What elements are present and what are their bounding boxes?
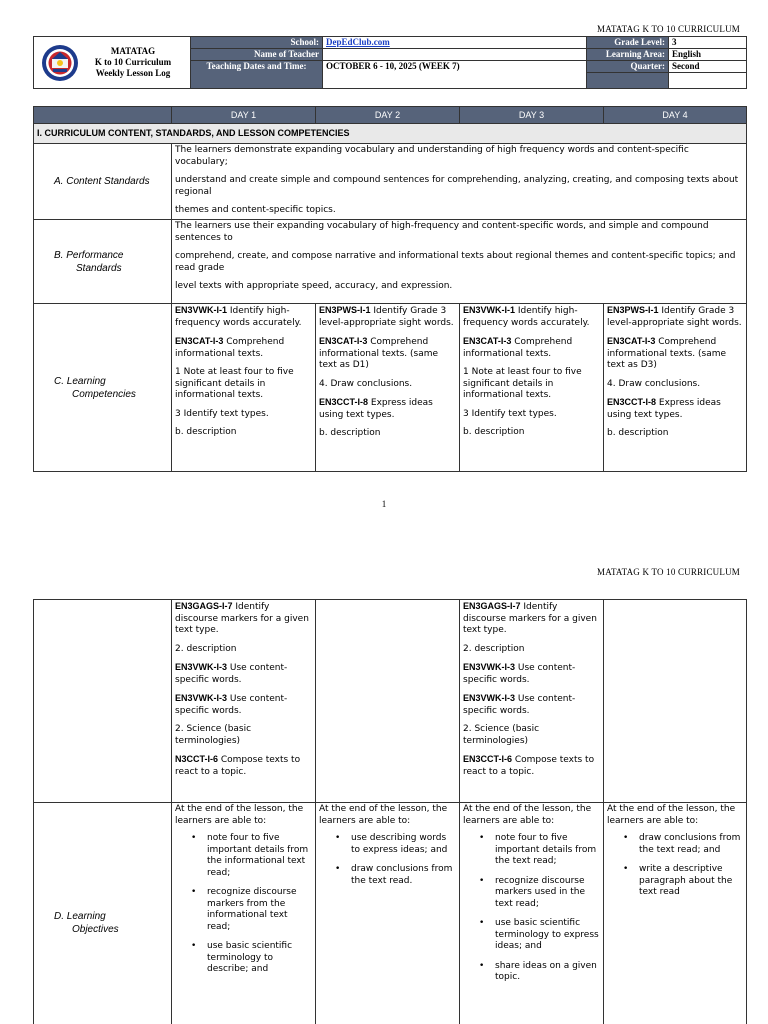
day-header-1: DAY 1 — [172, 107, 316, 124]
competency-text: Identify high-frequency words accurately. — [463, 306, 590, 328]
competency-item — [319, 305, 456, 329]
competency-code: EN3VWK-I-1 — [175, 305, 228, 315]
competency-code: EN3CAT-I-3 — [175, 336, 224, 346]
objectives-day-3 — [460, 803, 604, 1024]
competency-code: EN3VWK-I-3 — [175, 662, 228, 672]
day-header-3: DAY 3 — [460, 107, 604, 124]
day-header-2: DAY 2 — [316, 107, 460, 124]
objectives-intro: At the end of the lesson, the learners are able to: — [319, 804, 448, 826]
competency-text: Comprehend informational texts. (same text as D1) — [319, 337, 439, 370]
competency-item — [607, 336, 743, 372]
competency-text: b. description — [319, 428, 381, 438]
performance-standards-para: The learners use their expanding vocabulary of high-frequency and content-specific words, and simple and compound sentences to — [175, 221, 709, 243]
learning-competencies-label — [34, 304, 172, 472]
competency-item — [463, 367, 600, 402]
dates-value: OCTOBER 6 - 10, 2025 (WEEK 7) — [323, 61, 587, 89]
competency-code: EN3GAGS-I-7 — [463, 601, 521, 611]
competency-text: Comprehend informational texts. (same text as D3) — [607, 337, 727, 370]
performance-standards-para: level texts with appropriate speed, accuracy, and expression. — [175, 281, 453, 291]
objective-item: • note four to five important details from the text read; — [463, 833, 600, 868]
competency-text: 3 Identify text types. — [463, 408, 557, 419]
competency-code: EN3CAT-I-3 — [319, 336, 368, 346]
competency-text: 3 Identify text types. — [175, 408, 269, 419]
objectives-list — [607, 833, 743, 899]
competency-code: EN3VWK-I-1 — [463, 305, 516, 315]
competencies-cont-day-2 — [316, 600, 460, 803]
competency-item — [607, 379, 743, 391]
competency-item — [463, 644, 600, 656]
competency-item — [463, 336, 600, 360]
teacher-value — [323, 49, 587, 61]
competency-item — [463, 724, 600, 747]
competency-code: EN3VWK-I-3 — [463, 662, 516, 672]
competency-item — [463, 409, 600, 421]
competency-text: Express ideas using text types. — [319, 398, 433, 420]
lesson-log-header — [33, 36, 747, 89]
objectives-intro: At the end of the lesson, the learners are able to: — [175, 804, 304, 826]
competency-text: 2. description — [175, 643, 237, 654]
objectives-list — [463, 833, 600, 984]
competency-item — [175, 409, 312, 421]
objectives-list — [319, 833, 456, 887]
objectives-intro: At the end of the lesson, the learners are able to: — [607, 804, 736, 826]
competency-code: EN3PWS-I-1 — [607, 305, 659, 315]
competency-code: EN3VWK-I-3 — [175, 693, 228, 703]
curriculum-label: MATATAG K TO 10 CURRICULUM — [597, 24, 740, 34]
day-header-4: DAY 4 — [604, 107, 747, 124]
competencies-label-line-1: C. Learning — [54, 375, 106, 387]
competency-text: Identify Grade 3 level-appropriate sight words. — [319, 306, 454, 328]
competency-code: EN3CAT-I-3 — [607, 336, 656, 346]
competency-item — [463, 601, 600, 637]
school-value[interactable] — [323, 37, 587, 49]
competencies-cont-label — [34, 600, 172, 803]
competency-item — [175, 336, 312, 360]
objective-item: • draw conclusions from the text read. — [319, 864, 456, 887]
performance-standards-text — [172, 220, 747, 304]
performance-label-line-2: Standards — [76, 262, 122, 274]
competency-code: EN3CCT-I-8 — [319, 397, 369, 407]
competency-text: 2. description — [463, 643, 525, 654]
competency-text: Use content-specific words. — [175, 694, 288, 716]
competency-item — [607, 397, 743, 421]
competency-item — [319, 336, 456, 372]
competency-text: Identify discourse markers for a given text type. — [175, 602, 309, 635]
competency-item — [175, 724, 312, 747]
objective-item: • recognize discourse markers from the informational text read; — [175, 887, 312, 933]
competencies-day-3 — [460, 304, 604, 472]
objective-item: • use basic scientific terminology to express ideas; and — [463, 918, 600, 953]
competencies-cont-day-3 — [460, 600, 604, 803]
objective-item: • share ideas on a given topic. — [463, 961, 600, 984]
competency-text: 4. Draw conclusions. — [607, 378, 701, 389]
page-number: 1 — [381, 499, 387, 509]
quarter-value-spacer — [669, 73, 747, 89]
competency-item — [175, 427, 312, 439]
content-standards-para: understand and create simple and compound sentences for comprehending, analyzing, creating, and composing texts about regional — [175, 175, 739, 197]
competency-code: N3CCT-I-6 — [175, 754, 219, 764]
competency-item — [175, 644, 312, 656]
competency-code: EN3PWS-I-1 — [319, 305, 371, 315]
curriculum-label: MATATAG K TO 10 CURRICULUM — [597, 567, 740, 577]
competency-text: Use content-specific words. — [175, 663, 288, 685]
competency-item — [175, 662, 312, 686]
competency-item — [463, 427, 600, 439]
competency-text: Identify discourse markers for a given text type. — [463, 602, 597, 635]
competencies-table-continued — [33, 599, 747, 1024]
dates-label: Teaching Dates and Time: — [191, 61, 323, 89]
objectives-label-line-1: D. Learning — [54, 910, 106, 922]
objective-item: • write a descriptive paragraph about the text read — [607, 864, 743, 899]
competency-item — [607, 305, 743, 329]
content-standards-label: A. Content Standards — [34, 144, 172, 220]
competencies-table — [33, 106, 747, 472]
competency-code: EN3CCT-I-8 — [607, 397, 657, 407]
objective-item: • recognize discourse markers used in the text read; — [463, 876, 600, 911]
objectives-list — [175, 833, 312, 976]
objectives-intro: At the end of the lesson, the learners are able to: — [463, 804, 592, 826]
school-label: School: — [191, 37, 323, 49]
competency-text: Comprehend informational texts. — [175, 337, 285, 359]
competency-text: 2. Science (basic terminologies) — [175, 724, 252, 746]
competency-item — [175, 367, 312, 402]
learning-area-value: English — [669, 49, 747, 61]
quarter-value: Second — [669, 61, 747, 73]
competencies-day-4 — [604, 304, 747, 472]
competency-text: Express ideas using text types. — [607, 398, 721, 420]
header-title-line-3: Weekly Lesson Log — [95, 68, 171, 78]
objective-item: • note four to five important details from the informational text read; — [175, 833, 312, 879]
competency-code: EN3VWK-I-3 — [463, 693, 516, 703]
competency-item — [175, 601, 312, 637]
competency-text: Compose texts to react to a topic. — [175, 755, 301, 777]
header-title-cell — [34, 37, 191, 89]
quarter-label: Quarter: — [587, 61, 669, 73]
section-title: I. CURRICULUM CONTENT, STANDARDS, AND LESSON COMPETENCIES — [34, 124, 747, 144]
objective-item: • use basic scientific terminology to describe; and — [175, 941, 312, 976]
competency-item — [319, 428, 456, 440]
competency-code: EN3CCT-I-6 — [463, 754, 513, 764]
competency-text: Identify high-frequency words accurately. — [175, 306, 302, 328]
quarter-label-spacer — [587, 73, 669, 89]
learning-area-label: Learning Area: — [587, 49, 669, 61]
competency-item — [319, 397, 456, 421]
objective-item: • draw conclusions from the text read; and — [607, 833, 743, 856]
header-title-line-2: K to 10 Curriculum — [94, 57, 172, 67]
competency-item — [175, 305, 312, 329]
competency-item — [463, 662, 600, 686]
competency-text: Identify Grade 3 level-appropriate sight words. — [607, 306, 742, 328]
competency-item — [607, 428, 743, 440]
objectives-day-1 — [172, 803, 316, 1024]
content-standards-para: themes and content-specific topics. — [175, 205, 336, 215]
competencies-cont-day-4 — [604, 600, 747, 803]
performance-label-line-1: B. Performance — [54, 249, 124, 261]
competency-text: b. description — [463, 427, 525, 437]
competency-code: EN3CAT-I-3 — [463, 336, 512, 346]
competency-item — [463, 305, 600, 329]
competency-text: 2. Science (basic terminologies) — [463, 724, 540, 746]
deped-seal-icon — [41, 44, 79, 82]
content-standards-para: The learners demonstrate expanding vocabulary and understanding of high frequency words and content-specific vocabulary; — [175, 145, 689, 167]
competencies-day-1 — [172, 304, 316, 472]
competency-text: Use content-specific words. — [463, 694, 576, 716]
learning-objectives-label — [34, 803, 172, 1024]
competency-text: 4. Draw conclusions. — [319, 378, 413, 389]
grade-level-value: 3 — [669, 37, 747, 49]
performance-standards-label — [34, 220, 172, 304]
competencies-day-2 — [316, 304, 460, 472]
objective-item: • use describing words to express ideas; and — [319, 833, 456, 856]
competency-text: 1 Note at least four to five significant details in informational texts. — [463, 367, 582, 400]
competency-item — [175, 754, 312, 778]
day-header-blank — [34, 107, 172, 124]
performance-standards-para: comprehend, create, and compose narrative and informational texts about regional themes and content-specific topics; and read grade — [175, 251, 736, 273]
school-link[interactable]: DepEdClub.com — [326, 37, 390, 47]
competencies-label-line-2: Competencies — [72, 388, 136, 400]
competency-text: b. description — [607, 428, 669, 438]
competency-item — [463, 693, 600, 717]
competency-item — [463, 754, 600, 778]
competency-item — [319, 379, 456, 391]
competencies-cont-day-1 — [172, 600, 316, 803]
grade-level-label: Grade Level: — [587, 37, 669, 49]
objectives-label-line-2: Objectives — [72, 923, 119, 935]
competency-text: Comprehend informational texts. — [463, 337, 573, 359]
competency-code: EN3GAGS-I-7 — [175, 601, 233, 611]
competency-text: 1 Note at least four to five significant details in informational texts. — [175, 367, 294, 400]
header-title-line-1: MATATAG — [110, 46, 156, 56]
objectives-day-2 — [316, 803, 460, 1024]
objectives-day-4 — [604, 803, 747, 1024]
competency-item — [175, 693, 312, 717]
competency-text: b. description — [175, 427, 237, 437]
competency-text: Use content-specific words. — [463, 663, 576, 685]
content-standards-text — [172, 144, 747, 220]
competency-text: Compose texts to react to a topic. — [463, 755, 595, 777]
teacher-label: Name of Teacher — [191, 49, 323, 61]
